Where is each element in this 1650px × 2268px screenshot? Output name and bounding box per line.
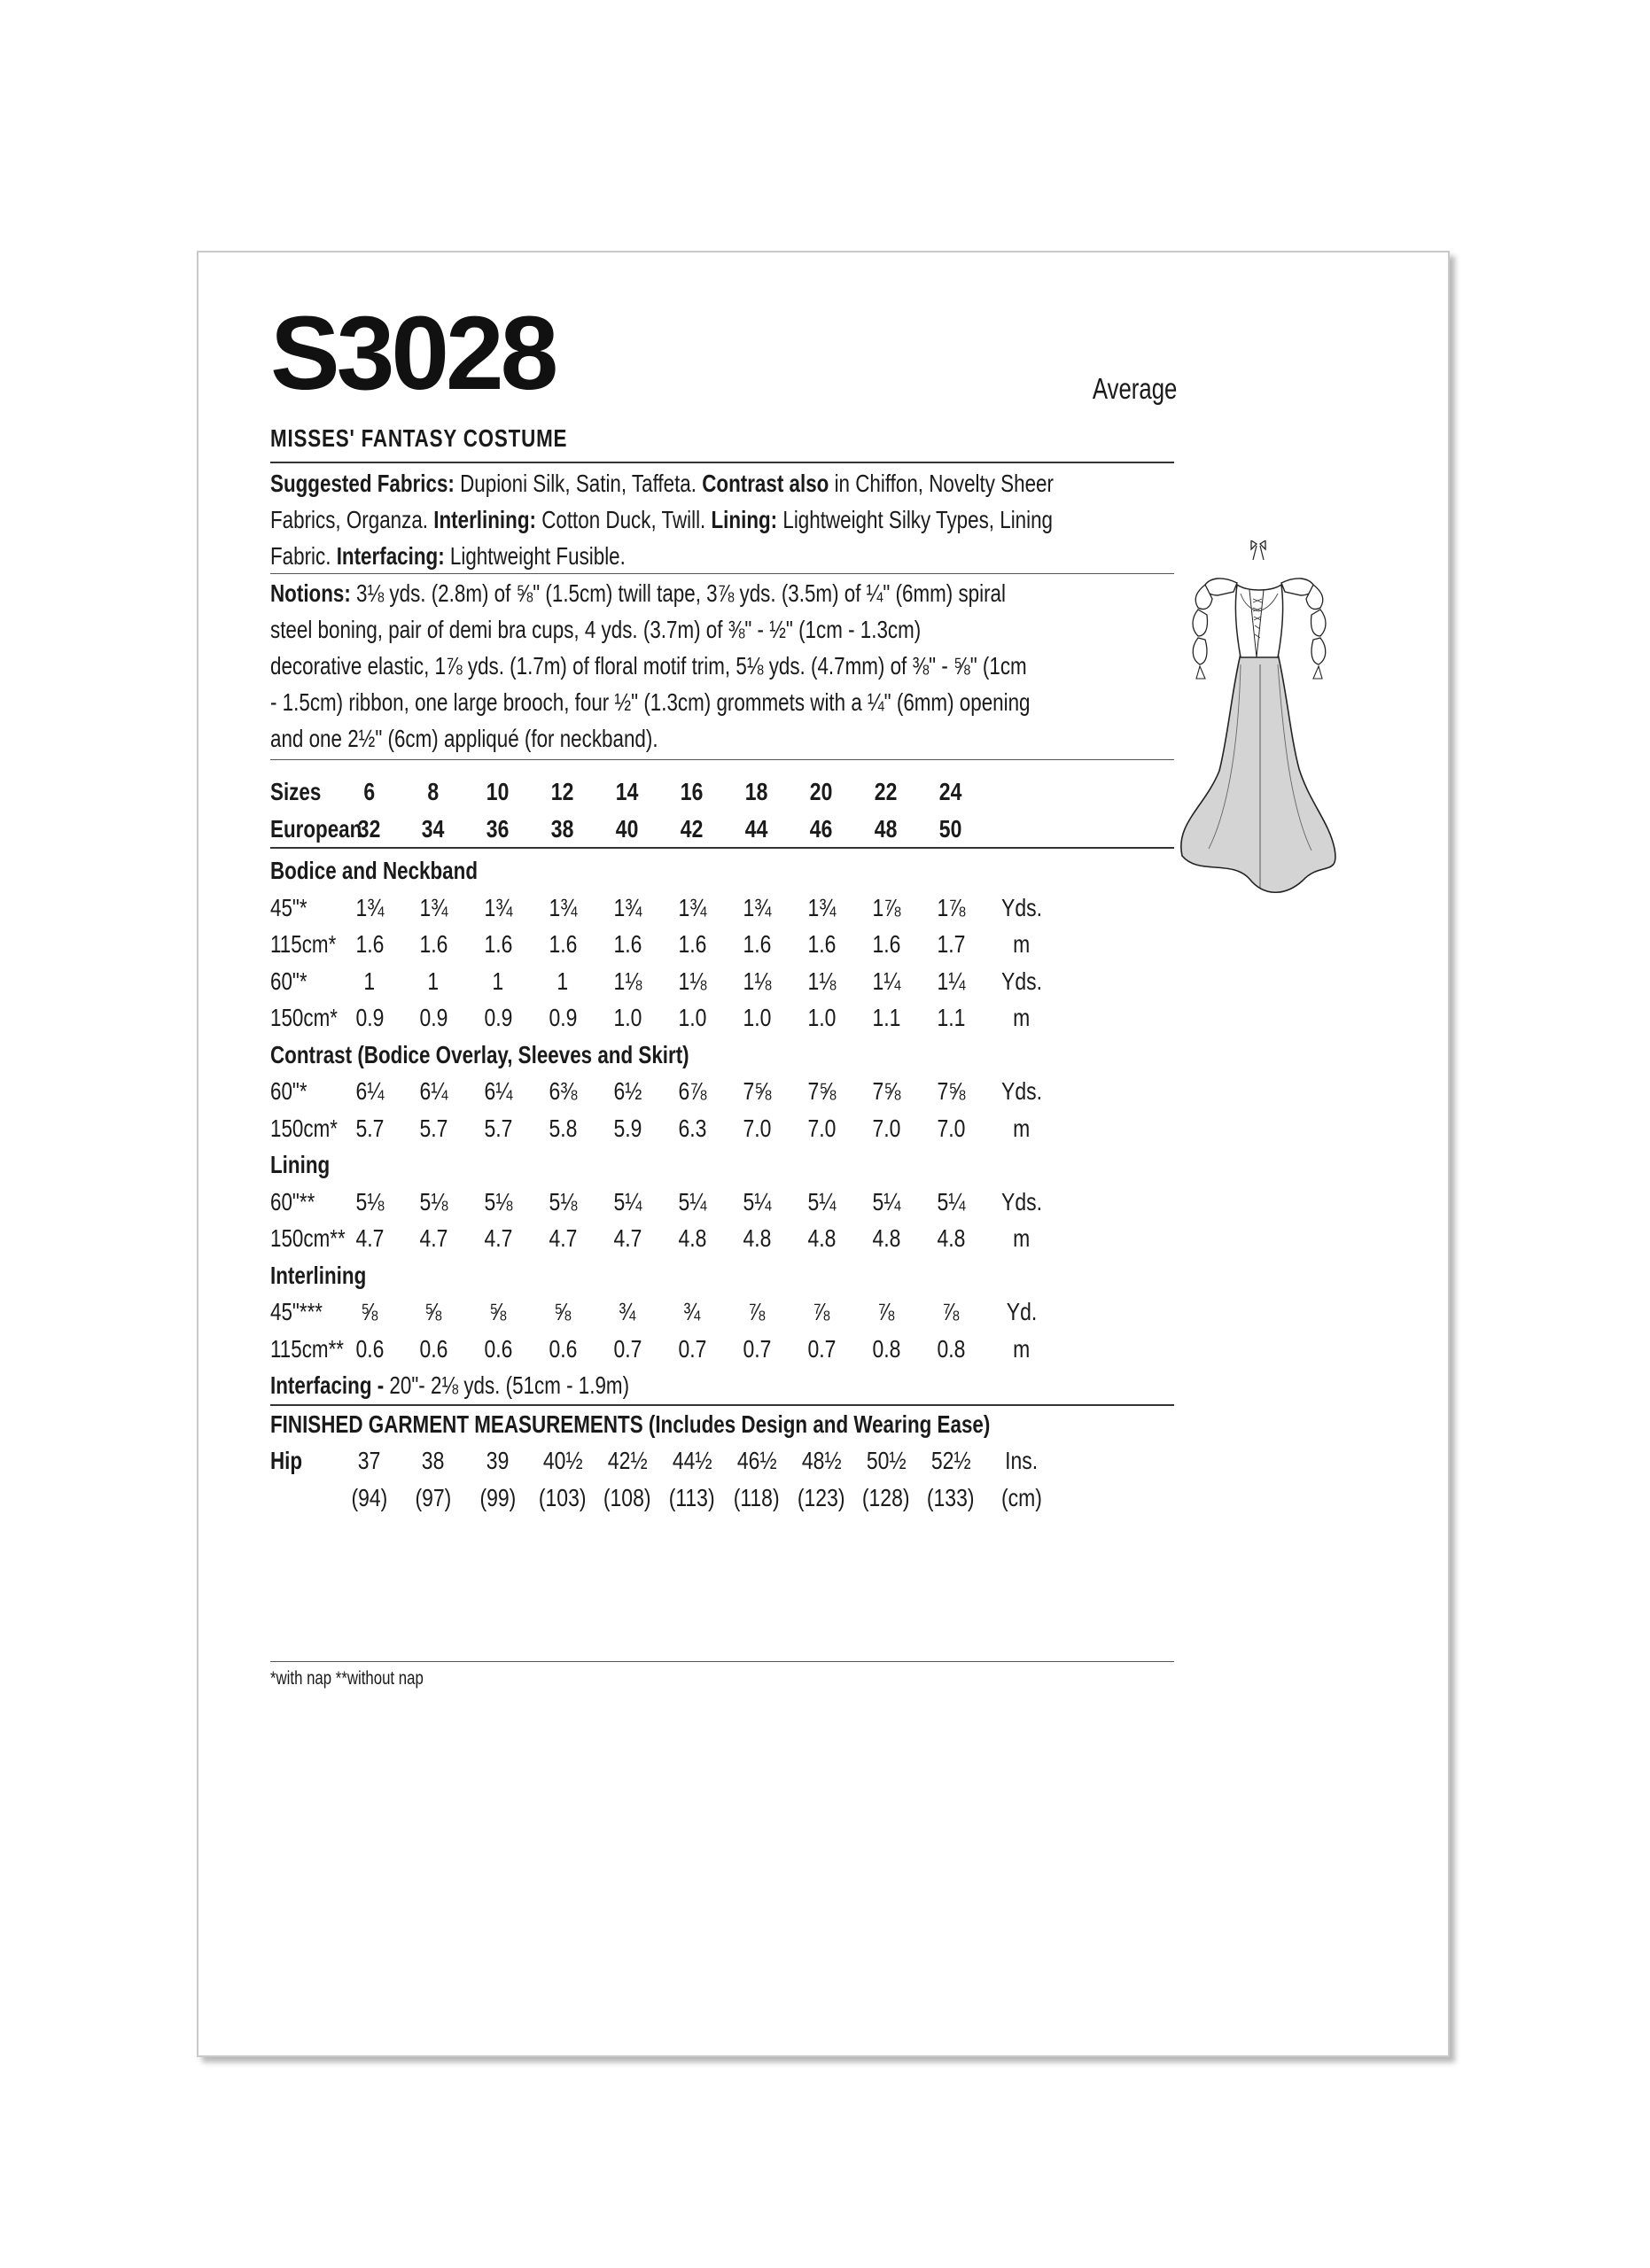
yardage-row-value: 0.8 [937, 1334, 965, 1363]
yardage-row-unit: Yds. [1001, 1077, 1042, 1105]
yardage-row-value: 0.7 [807, 1334, 836, 1363]
hip-cm-row-value: (133) [927, 1483, 975, 1511]
yardage-row-value: 5.7 [355, 1114, 384, 1142]
yardage-row-value: 7⅝ [743, 1077, 771, 1105]
hip-inches-row-value: 52½ [930, 1447, 971, 1474]
yardage-row [270, 1293, 1174, 1331]
section-title-label: Contrast (Bodice Overlay, Sleeves and Skirt) [270, 1040, 689, 1068]
yardage-row-label: 150cm* [270, 1114, 338, 1142]
hip-inches-row [270, 1442, 1174, 1480]
yardage-row-value: 1¾ [419, 893, 448, 921]
yardage-row-value: 6¼ [484, 1077, 512, 1105]
yardage-row-value: 1.0 [807, 1004, 836, 1031]
yardage-row-value: 4.8 [678, 1224, 706, 1252]
yardage-row-label: 60"** [270, 1187, 315, 1216]
yardage-row-value: 6.3 [678, 1114, 706, 1142]
yardage-row-value: ⅝ [361, 1298, 378, 1325]
yardage-row-value: 5.9 [613, 1114, 642, 1142]
section-title-label: Lining [270, 1151, 331, 1178]
yardage-row-label: 150cm* [270, 1004, 338, 1031]
yardage-row-value: 1⅞ [872, 893, 900, 921]
yardage-row-value: 4.7 [613, 1224, 642, 1252]
yardage-row [270, 1184, 1174, 1221]
european-sizes-row-value: 40 [616, 814, 639, 843]
interfacing-row: Interfacing - 20"- 2⅛ yds. (51cm - 1.9m) [270, 1367, 1174, 1406]
yardage-row-value: 0.6 [549, 1334, 577, 1363]
section-title [270, 852, 1174, 889]
nap-footnote: *with nap **without nap [270, 1668, 424, 1689]
hip-inches-row-value: 42½ [607, 1447, 648, 1474]
finished-measurements-title [270, 1406, 1174, 1443]
yardage-row-value: 1.6 [872, 930, 900, 958]
yardage-row [270, 1220, 1174, 1257]
yardage-row-unit: m [1013, 1224, 1031, 1252]
sizes-row-value: 12 [551, 778, 574, 805]
hip-inches-row-value: 44½ [672, 1447, 712, 1474]
yardage-row-unit: Yds. [1001, 967, 1042, 995]
hip-cm-row [270, 1480, 1174, 1517]
yardage-row-value: 5¼ [743, 1187, 771, 1216]
hip-inches-row-value: 39 [486, 1447, 510, 1474]
european-sizes-row-value: 44 [745, 814, 768, 843]
yardage-row-value: 7.0 [807, 1114, 836, 1142]
yardage-row-value: 1.6 [743, 930, 771, 958]
yardage-row-value: 1.0 [613, 1004, 642, 1031]
yardage-row [270, 1110, 1174, 1147]
notions-divider [270, 759, 1174, 760]
yardage-row-unit: Yd. [1006, 1298, 1038, 1325]
hip-cm-row-value: (108) [603, 1483, 651, 1511]
yardage-row-value: 1 [363, 967, 376, 995]
yardage-row-value: 5⅛ [549, 1187, 577, 1216]
fabrics-divider [270, 573, 1174, 574]
yardage-row-value: 7⅝ [937, 1077, 965, 1105]
yardage-row-value: ⅝ [424, 1298, 442, 1325]
yardage-row-value: 0.7 [613, 1334, 642, 1363]
sizes-row-value: 16 [681, 778, 704, 805]
hip-cm-row-unit: (cm) [1001, 1483, 1042, 1511]
yardage-row-value: 1.7 [937, 930, 965, 958]
sizes-row-value: 10 [486, 778, 510, 805]
hip-inches-row-value: 46½ [736, 1447, 777, 1474]
yardage-row-label: 115cm* [270, 930, 337, 958]
yardage-row-value: 5.7 [419, 1114, 448, 1142]
yardage-row-value: 5¼ [937, 1187, 965, 1216]
yardage-row [270, 889, 1174, 927]
yardage-row-value: ⅞ [877, 1298, 895, 1325]
yardage-row-value: 5¼ [613, 1187, 642, 1216]
sizes-row-value: 6 [363, 778, 376, 805]
yardage-row-value: 5.7 [484, 1114, 512, 1142]
yardage-row-value: 1¾ [355, 893, 384, 921]
yardage-row-value: ¾ [619, 1298, 636, 1325]
pattern-number: S3028 [270, 295, 556, 412]
yardage-row-value: 0.8 [872, 1334, 900, 1363]
yardage-row-value: 1 [556, 967, 569, 995]
european-sizes-row-value: 32 [358, 814, 381, 843]
yardage-row-value: 4.7 [484, 1224, 512, 1252]
yardage-row-value: 6¼ [419, 1077, 448, 1105]
hip-inches-row-value: 38 [422, 1447, 445, 1474]
section-title [270, 1257, 1174, 1294]
yardage-row-value: 1.6 [807, 930, 836, 958]
yardage-row-value: 0.9 [355, 1004, 384, 1031]
yardage-row-value: 0.9 [484, 1004, 512, 1031]
hip-cm-row-value: (97) [415, 1483, 452, 1511]
yardage-row-label: 45"* [270, 893, 307, 921]
yardage-row-value: 7.0 [872, 1114, 900, 1142]
yardage-row-value: 1¾ [549, 893, 577, 921]
yardage-row-value: 4.7 [549, 1224, 577, 1252]
notions: Notions: 3⅛ yds. (2.8m) of ⅝" (1.5cm) twill tape, 3⅞ yds. (3.5m) of ¼" (6mm) spiral steel boning, pair of demi bra cups, 4 yds. (3.7m) of ⅜" - ½" (1cm - 1.3cm) decorative elastic, 1⅞ yds. (1.7m) of floral motif trim, 5⅛ yds. (4.7mm) of ⅜" - ⅝" (1cm - 1.5cm) ribbon, one large brooch, four ½" (1.3cm) grommets with a ¼" (6mm) opening and one 2½" (6cm) appliqué (for neckband). [270, 579, 1031, 752]
hip-cm-row-value: (128) [862, 1483, 910, 1511]
yardage-row-value: 1.6 [419, 930, 448, 958]
section-title-label: Bodice and Neckband [270, 857, 479, 884]
yardage-row-value: 0.6 [355, 1334, 384, 1363]
sizes-row [270, 773, 1174, 811]
yardage-row-value: 1¾ [807, 893, 836, 921]
yardage-table [270, 773, 1174, 1516]
yardage-row [270, 1073, 1174, 1110]
sizes-row-label: Sizes [270, 778, 322, 805]
yardage-row-value: 0.6 [484, 1334, 512, 1363]
title-divider [270, 462, 1174, 463]
hip-cm-row-value: (103) [539, 1483, 587, 1511]
difficulty-level: Average [1092, 372, 1177, 405]
european-sizes-row [270, 811, 1174, 850]
yardage-row-value: 0.7 [678, 1334, 706, 1363]
yardage-row-value: 7.0 [743, 1114, 771, 1142]
yardage-row-value: 1 [427, 967, 440, 995]
hip-inches-row-value: 40½ [542, 1447, 583, 1474]
european-sizes-row-value: 48 [875, 814, 898, 843]
yardage-row-value: 1.6 [549, 930, 577, 958]
yardage-row-value: 1¾ [743, 893, 771, 921]
yardage-row-value: 1.6 [355, 930, 384, 958]
yardage-row-value: 4.8 [872, 1224, 900, 1252]
yardage-row [270, 1331, 1174, 1368]
yardage-row-label: 60"* [270, 1077, 307, 1105]
sizes-row-value: 22 [875, 778, 898, 805]
yardage-row-value: 1¼ [872, 967, 900, 995]
yardage-row-value: 0.9 [549, 1004, 577, 1031]
european-sizes-row-value: 34 [422, 814, 445, 843]
yardage-row-value: 5¼ [678, 1187, 706, 1216]
yardage-row-value: 1.0 [678, 1004, 706, 1031]
yardage-row-value: 1⅞ [937, 893, 965, 921]
sizes-row-value: 24 [939, 778, 962, 805]
european-sizes-row-value: 38 [551, 814, 574, 843]
yardage-row-value: 5⅛ [355, 1187, 384, 1216]
yardage-row-value: 1.6 [613, 930, 642, 958]
european-sizes-row-value: 50 [939, 814, 962, 843]
yardage-row-value: 6¼ [355, 1077, 384, 1105]
hip-cm-row-value: (118) [734, 1483, 780, 1511]
yardage-row-label: 45"*** [270, 1298, 323, 1325]
yardage-row-value: 0.6 [419, 1334, 448, 1363]
yardage-row-value: 4.8 [937, 1224, 965, 1252]
section-title-label: Interlining [270, 1261, 367, 1289]
yardage-row-value: 5.8 [549, 1114, 577, 1142]
yardage-row-value: 1¼ [937, 967, 965, 995]
yardage-row-value: 4.7 [419, 1224, 448, 1252]
yardage-row-value: 1⅛ [807, 967, 836, 995]
yardage-row-value: 0.7 [743, 1334, 771, 1363]
yardage-row-unit: Yds. [1001, 1187, 1042, 1216]
hip-cm-row-value: (113) [669, 1483, 715, 1511]
section-title [270, 1037, 1174, 1074]
sizes-row-value: 8 [427, 778, 440, 805]
hip-inches-row-value: 48½ [801, 1447, 842, 1474]
yardage-row-value: 1⅛ [613, 967, 642, 995]
yardage-row-value: 5⅛ [484, 1187, 512, 1216]
hip-inches-row-value: 37 [358, 1447, 381, 1474]
sizes-row-value: 20 [810, 778, 833, 805]
yardage-row-value: 1⅛ [743, 967, 771, 995]
sizes-row-value: 18 [745, 778, 768, 805]
european-sizes-row-value: 46 [810, 814, 833, 843]
yardage-row-label: 150cm** [270, 1224, 346, 1252]
yardage-row-value: 5¼ [872, 1187, 900, 1216]
dress-illustration [1179, 540, 1338, 913]
yardage-row-value: ⅞ [748, 1298, 766, 1325]
hip-cm-row-value: (94) [351, 1483, 388, 1511]
yardage-row-value: 7⅝ [872, 1077, 900, 1105]
hip-inches-row-label: Hip [270, 1447, 303, 1474]
yardage-row-label: 60"* [270, 967, 307, 995]
yardage-row-value: 1¾ [613, 893, 642, 921]
sizes-row-value: 14 [616, 778, 639, 805]
yardage-row-value: 4.7 [355, 1224, 384, 1252]
yardage-row-value: 1.6 [484, 930, 512, 958]
yardage-row-value: 6⅞ [678, 1077, 706, 1105]
yardage-row-value: 1¾ [678, 893, 706, 921]
yardage-row-value: 1 [492, 967, 504, 995]
yardage-row-value: ¾ [683, 1298, 701, 1325]
yardage-row-unit: m [1013, 1004, 1031, 1031]
yardage-row-value: 4.8 [743, 1224, 771, 1252]
european-sizes-row-label: European [270, 814, 362, 843]
european-sizes-row-value: 36 [486, 814, 510, 843]
section-title [270, 1146, 1174, 1184]
yardage-row-value: ⅞ [813, 1298, 830, 1325]
yardage-row-value: 6⅜ [549, 1077, 577, 1105]
hip-inches-row-value: 50½ [866, 1447, 907, 1474]
yardage-row-value: 1.0 [743, 1004, 771, 1031]
hip-cm-row-value: (99) [479, 1483, 517, 1511]
yardage-row-value: 7⅝ [807, 1077, 836, 1105]
yardage-row-value: 1.1 [872, 1004, 900, 1031]
yardage-row-value: 1.1 [937, 1004, 965, 1031]
pattern-title: MISSES' FANTASY COSTUME [270, 424, 568, 452]
yardage-row-value: 1.6 [678, 930, 706, 958]
yardage-row-unit: m [1013, 1334, 1031, 1363]
yardage-row-value: 7.0 [937, 1114, 965, 1142]
yardage-row-label: 115cm** [270, 1334, 345, 1363]
yardage-row [270, 999, 1174, 1037]
yardage-row-unit: m [1013, 930, 1031, 958]
yardage-row-unit: m [1013, 1114, 1031, 1142]
yardage-row [270, 926, 1174, 963]
yardage-row [270, 963, 1174, 1000]
yardage-row-value: 5¼ [807, 1187, 836, 1216]
hip-inches-row-unit: Ins. [1005, 1447, 1039, 1474]
yardage-row-value: 5⅛ [419, 1187, 448, 1216]
footnote-divider [270, 1661, 1174, 1662]
finished-measurements-title-label: FINISHED GARMENT MEASUREMENTS (Includes Design and Wearing Ease) [270, 1410, 991, 1438]
yardage-row-value: 1¾ [484, 893, 512, 921]
hip-cm-row-value: (123) [798, 1483, 845, 1511]
yardage-row-value: ⅝ [554, 1298, 572, 1325]
yardage-row-value: 1⅛ [678, 967, 706, 995]
suggested-fabrics: Suggested Fabrics: Dupioni Silk, Satin, Taffeta. Contrast also in Chiffon, Novelty Sheer Fabrics, Organza. Interlining: Cotton Duck, Twill. Lining: Lightweight Silky Types, Lining Fabric. Interfacing: Lightweight Fusible. [270, 470, 1054, 570]
yardage-row-value: 4.8 [807, 1224, 836, 1252]
yardage-row-value: 6½ [613, 1077, 642, 1105]
european-sizes-row-value: 42 [681, 814, 704, 843]
yardage-row-value: ⅝ [489, 1298, 507, 1325]
yardage-row-value: ⅞ [942, 1298, 960, 1325]
yardage-row-unit: Yds. [1001, 893, 1042, 921]
yardage-row-value: 0.9 [419, 1004, 448, 1031]
